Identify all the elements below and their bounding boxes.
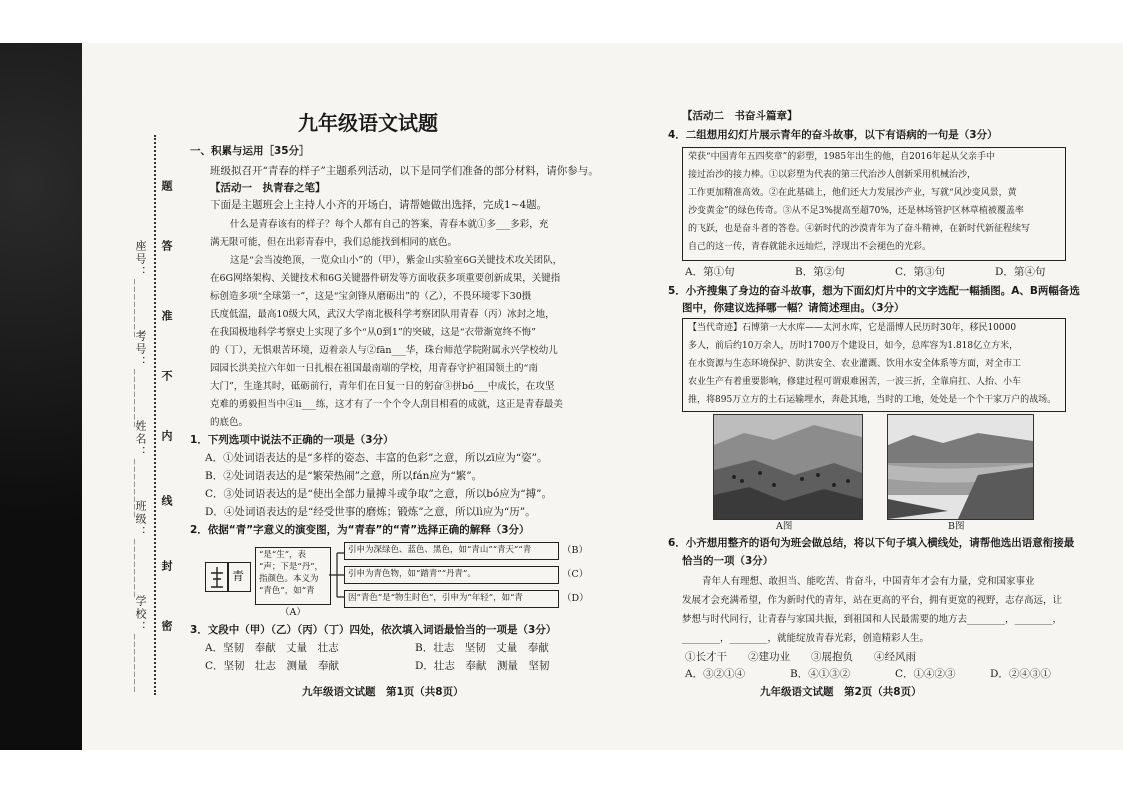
image-a-caption: A图 [776, 521, 793, 532]
q5-box-line: 在水资源与生态环境保护、防洪安全、农业灌溉、饮用水安全体系等方面，对全市工 [688, 359, 1022, 369]
image-a-construction [713, 414, 863, 520]
binding-dotted-line [154, 135, 156, 695]
q4-box-line: 接过治沙的接力棒。①以彩塑为代表的第三代治沙人创新采用机械治沙， [688, 170, 977, 180]
q6-option: C．①④②③ [895, 668, 956, 680]
q5-box-line: 多人，前后约10万余人，历时1700万个建设日，如今，总库容为1.818亿立方米， [688, 341, 1019, 351]
origin-meaning-line: 指颜色。本义为 [259, 574, 319, 584]
question-6: 6．小齐想用整齐的语句为班会做总结，将以下句子填入横线处，请帮他选出语意衔接最 [668, 537, 1075, 549]
question-3: 3．文段中（甲）（乙）（丙）（丁）四处，依次填入词语最恰当的一项是（3分） [190, 624, 557, 636]
passage-line: 标创造多项“全球第一”，这是“宝剑锋从磨砺出”的（乙），不畏环境零下30摄 [210, 291, 532, 302]
q5-box-line: 农业生产有着重要影响，修建过程可谓艰难困苦，一波三折，全靠肩扛、人抬、小车 [688, 377, 1022, 387]
passage-line: 的（丁），无惧艰苦环境，迈着亲人与②fān___华，珠台师范学院附属永兴学校幼儿 [210, 345, 558, 356]
image-b-reservoir [887, 414, 1034, 520]
q6-passage-line: 发展才会充满希望，作为新时代的青年，站在更高的平台，拥有更宽的视野，志存高远，让 [682, 595, 1063, 606]
seal-char: 答 [160, 240, 173, 253]
seal-char: 密 [160, 620, 173, 633]
ancient-glyph-icon [206, 563, 228, 591]
page-footer-left: 九年级语文试题 第1页（共8页） [302, 686, 464, 698]
q6-passage-line: 梦想与时代同行，让青春与家国共振，到祖国和人民最需要的地方去________，________， [682, 614, 1063, 625]
section-heading: 一、积累与运用［35分］ [190, 145, 310, 157]
q4-box-line: 工作更加精准高效。②在此基础上，他们还大力发展沙产业，写就“风沙变风景，黄 [688, 188, 1017, 198]
meaning-branch-text: 引申为深绿色、蓝色、黑色，如“青山”“青天”“青 [348, 545, 532, 555]
q4-option: C．第③句 [895, 266, 946, 278]
exam-number-field: 考号：________ [134, 330, 147, 429]
question-5: 5．小齐搜集了身边的奋斗故事，想为下面幻灯片中的文字选配一幅插图。A、B两幅备选 [668, 285, 1080, 297]
q4-option: B．第②句 [795, 266, 845, 278]
q6-items: ①长才干 ②建功业 ③展抱负 ④经风雨 [685, 651, 916, 663]
passage-line: 这是“会当凌绝顶，一览众山小”的（甲），紫金山实验室6G关键技术攻关团队， [230, 255, 563, 266]
q1-option: B．②处词语表达的是“繁荣热闹”之意，所以fán应为“繁”。 [205, 470, 483, 482]
passage-line: 园园长洪美拉六年如一日扎根在祖国最南端的学校，用青春守护祖国领土的“南 [210, 363, 538, 374]
q4-box-line: 沙变黄金”的绿色传奇。③从不足3%提高至超70%，还是林场管护区林草植被覆盖率 [688, 206, 1024, 216]
q5-box-line: 推，将895万立方的土石运输埋水，奔赴其地，当时的工地，处处是一个个干家万户的战场。 [688, 395, 1057, 405]
page-footer-right: 九年级语文试题 第2页（共8页） [760, 686, 922, 698]
branch-connector [329, 545, 345, 605]
q4-box-line: 荣获“中国青年五四奖章”的彩塑，1985年出生的他，自2016年起从父亲手中 [688, 152, 996, 162]
intro-text: 班级拟召开“青春的样子”主题系列活动，以下是同学们准备的部分材料，请你参与。 [210, 165, 599, 177]
passage-line: 满无限可能，但在出彩青春中，我们总能找到相同的底色。 [210, 237, 458, 248]
q1-option: A．①处词语表达的是“多样的姿态、丰富的色彩”之意，所以zī应为“姿”。 [205, 452, 548, 464]
q3-option: B．壮志 坚韧 丈量 奉献 [415, 642, 549, 654]
reservoir-illustration [888, 415, 1033, 519]
question-2: 2．依据“青”字意义的演变图，为“青春”的“青”选择正确的解释（3分） [190, 524, 530, 536]
origin-meaning-line: “青色”，如“青 [259, 586, 315, 596]
origin-meaning-line: “是“生”，表 [259, 550, 307, 560]
passage-line: 大门”，生逢其时，砥砺前行，青年们在日复一日的躬奋③拼bó___中成长，在攻坚 [210, 381, 555, 392]
image-b-caption: B图 [948, 521, 965, 532]
meaning-branch-label: （B） [562, 545, 588, 556]
q6-passage-line: 青年人有理想、敢担当、能吃苦、肯奋斗，中国青年才会有力量，党和国家事业 [702, 576, 1035, 587]
q6-option: A．③②①④ [685, 668, 746, 680]
page-title: 九年级语文试题 [298, 111, 438, 135]
modern-glyph: 青 [232, 569, 245, 583]
seat-number-field: 座号：________ [134, 240, 147, 339]
ancient-glyph-box [205, 562, 229, 592]
q4-box-line: 自己的这一传，青春就能永远灿烂，浮现出不会褪色的光彩。 [688, 242, 932, 252]
meaning-branch-text: 引申为青色物，如“踏青”“丹青”。 [348, 569, 476, 579]
q1-option: D．④处词语表达的是“经受世事的磨炼；锻炼”之意，所以lì应为“历”。 [205, 506, 536, 518]
scanner-dark-margin [0, 43, 82, 750]
seal-char: 题 [160, 180, 173, 193]
origin-meaning-line: “声；下是“丹”， [259, 562, 324, 572]
construction-site-illustration [714, 415, 862, 519]
question-4: 4．二组想用幻灯片展示青年的奋斗故事，以下有语病的一句是（3分） [668, 129, 998, 141]
school-field: 学校：________ [134, 595, 147, 694]
passage-line: 氏度低温，最高10级大风，武汉大学南北极科学考察团队用青春（丙）冰封之地， [210, 309, 555, 320]
seal-char: 不 [160, 370, 173, 383]
passage-line: 克难的勇毅担当中④li___练，这才有了一个个令人刮目相看的成就，这正是青春最美 [210, 399, 563, 410]
passage-line: 在我国极地科学考察史上实现了多个“从0到1”的突破，这是“衣带渐宽终不悔” [210, 327, 537, 338]
q4-box-line: 的飞跃，也是奋斗者的答卷。④新时代的沙漠青年为了奋斗精神，在新时代新征程续写 [688, 224, 1031, 234]
activity-one-desc: 下面是主题班会上主持人小齐的开场白，请帮她做出选择，完成1~4题。 [210, 199, 548, 211]
q6-option: D．②④③① [990, 668, 1051, 680]
q4-option: D．第④句 [995, 266, 1046, 278]
q4-option: A．第①句 [685, 266, 735, 278]
modern-glyph-box [227, 562, 251, 592]
meaning-branch-label: （D） [562, 593, 589, 604]
question-5-cont: 图中，你建议选择哪一幅？请简述理由。（3分） [682, 302, 905, 314]
meaning-branch-label: （C） [562, 569, 589, 580]
activity-two-heading: 【活动二 书奋斗篇章】 [682, 110, 798, 122]
q3-option: D．壮志 奉献 测量 坚韧 [415, 660, 550, 672]
seal-char: 线 [160, 495, 173, 508]
origin-meaning-label: （A） [280, 607, 306, 618]
meaning-branch-text: 因“青色”是“物生时色”，引申为“年轻”，如“青 [348, 593, 523, 603]
seal-char: 准 [160, 310, 173, 323]
question-1: 1．下列选项中说法不正确的一项是（3分） [190, 434, 394, 446]
passage-line: 什么是青春该有的样子？每个人都有自己的答案，青春本就①多___多彩，充 [230, 219, 549, 230]
class-field: 班级：________ [134, 500, 147, 599]
name-field: 姓名：________ [134, 420, 147, 519]
q5-box-line: 【当代奇迹】石博第一大水库——太河水库，它是淄博人民历时30年，移民10000 [688, 323, 1017, 333]
q3-option: A．坚韧 奉献 丈量 壮志 [205, 642, 339, 654]
seal-char: 封 [160, 560, 173, 573]
passage-line: 在6G网络架构、关键技术和6G关键器件研发等方面收获多项重要创新成果，关键指 [210, 273, 561, 284]
q6-option: B．④①③② [790, 668, 851, 680]
activity-one-heading: 【活动一 执青春之笔】 [210, 182, 326, 194]
q1-option: C．③处词语表达的是“使出全部力量搏斗或争取”之意，所以bó应为“搏”。 [205, 488, 553, 500]
q6-passage-line: ________，________，就能绽放青春光彩，创造精彩人生。 [682, 633, 930, 644]
passage-line: 的底色。 [210, 417, 249, 428]
seal-char: 内 [160, 430, 173, 443]
q3-option: C．坚韧 壮志 测量 奉献 [205, 660, 340, 672]
question-6-cont: 恰当的一项（3分） [682, 555, 774, 567]
